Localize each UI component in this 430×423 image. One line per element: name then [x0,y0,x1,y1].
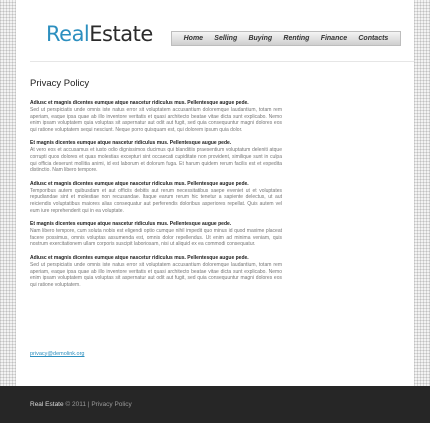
nav-renting[interactable]: Renting [283,35,310,42]
section-heading: Adiusc et magnis dicentes eumque atque nascetur ridiculus mus. Pellentesque augue pede. [30,254,249,261]
nav-finance[interactable]: Finance [320,35,348,42]
section-body: Sed ut perspiciatis unde omnis iste natus error sit voluptatem accusantium doloremque laudantium, totam rem aperiam, eaque ipsa quae ab illo inventore veritatis et quasi architecto beatae vitae dicta sunt explicabo. Nemo enim ipsam voluptatem quia voluptas sit aspernatur aut odit aut fugit, sed quia consequuntur magni dolores eos qui ratione voluptatem. [30,261,282,288]
policy-section [30,255,282,288]
footer-text [30,401,132,408]
nav-selling[interactable]: Selling [214,35,238,42]
section-body: At vero eos et accusamus et iusto odio dignissimos ducimus qui blanditiis praesentium voluptatum deleniti atque corrupti quos dolores et quas molestias excepturi sint occaecati cupiditate non provident, similique sunt in culpa qui officia deserunt mollitia animi, id est laborum et dolorum fuga. Et harum quidem rerum facilis est et expedita distinctio. Nam libero tempore. [30,147,282,174]
section-body: Temporibus autem quibusdam et aut officiis debitis aut rerum necessitatibus saepe eveniet ut et voluptates repudiandae sint et molestiae non recusandae. Itaque earum rerum hic tenetur a sapiente delectus, ut aut reiciendis voluptatibus maiores alias consequatur aut perferendis doloribus asperiores repellat. Quis autem vel eum iure reprehenderit qui in ea voluptate. [30,187,282,214]
section-body: Sed ut perspiciatis unde omnis iste natus error sit voluptatem accusantium doloremque laudantium, totam rem aperiam, eaque ipsa quae ab illo inventore veritatis et quasi architecto beatae vitae dicta sunt explicabo. Nemo enim ipsam voluptatem quia voluptas sit aspernatur aut odit aut fugit, sed quia consequuntur magni dolores eos qui ratione voluptatem sequi nesciunt. Neque porro quisquam est, qui dolorem ipsum quia dolor. [30,107,282,133]
policy-content [30,100,282,295]
page-container [16,0,414,386]
footer-brand: Real Estate [30,401,64,408]
policy-section [30,221,282,248]
section-heading: Et magnis dicentes eumque atque nascetur ridiculus mus. Pellentesque augue pede. [30,221,232,228]
section-heading: Et magnis dicentes eumque atque nascetur ridiculus mus. Pellentesque augue pede. [30,140,232,147]
page-title: Privacy Policy [30,78,90,89]
policy-section [30,100,282,133]
footer-copyright: © 2011 [65,401,86,408]
header-divider [30,61,414,62]
section-heading: Adiusc et magnis dicentes eumque atque nascetur ridiculus mus. Pellentesque augue pede. [30,100,249,106]
section-heading: Adiusc et magnis dicentes eumque atque nascetur ridiculus mus. Pellentesque augue pede. [30,180,249,187]
main-nav [171,31,401,46]
email-link[interactable]: privacy@demolink.org [30,351,85,357]
policy-section [30,140,282,173]
logo-part-1: Real [46,22,90,46]
logo-part-2: Estate [89,22,153,46]
site-logo[interactable] [46,22,153,46]
footer-privacy-link[interactable]: Privacy Policy [91,401,132,408]
section-body: Nam libero tempore, cum soluta nobis est eligendi optio cumque nihil impedit quo minus id quod maxime placeat facere possimus, omnis voluptas assumenda est, omnis dolor repellendus. Ut enim ad minima veniam, quis nostrum exercitationem ullam corporis suscipit laboriosam, nisi ut aliquid ex ea commodi consequatur. [30,228,282,248]
nav-buying[interactable]: Buying [248,35,273,42]
footer-separator: | [87,401,90,408]
nav-contacts[interactable]: Contacts [358,35,389,42]
nav-home[interactable]: Home [183,35,204,42]
policy-section [30,181,282,214]
